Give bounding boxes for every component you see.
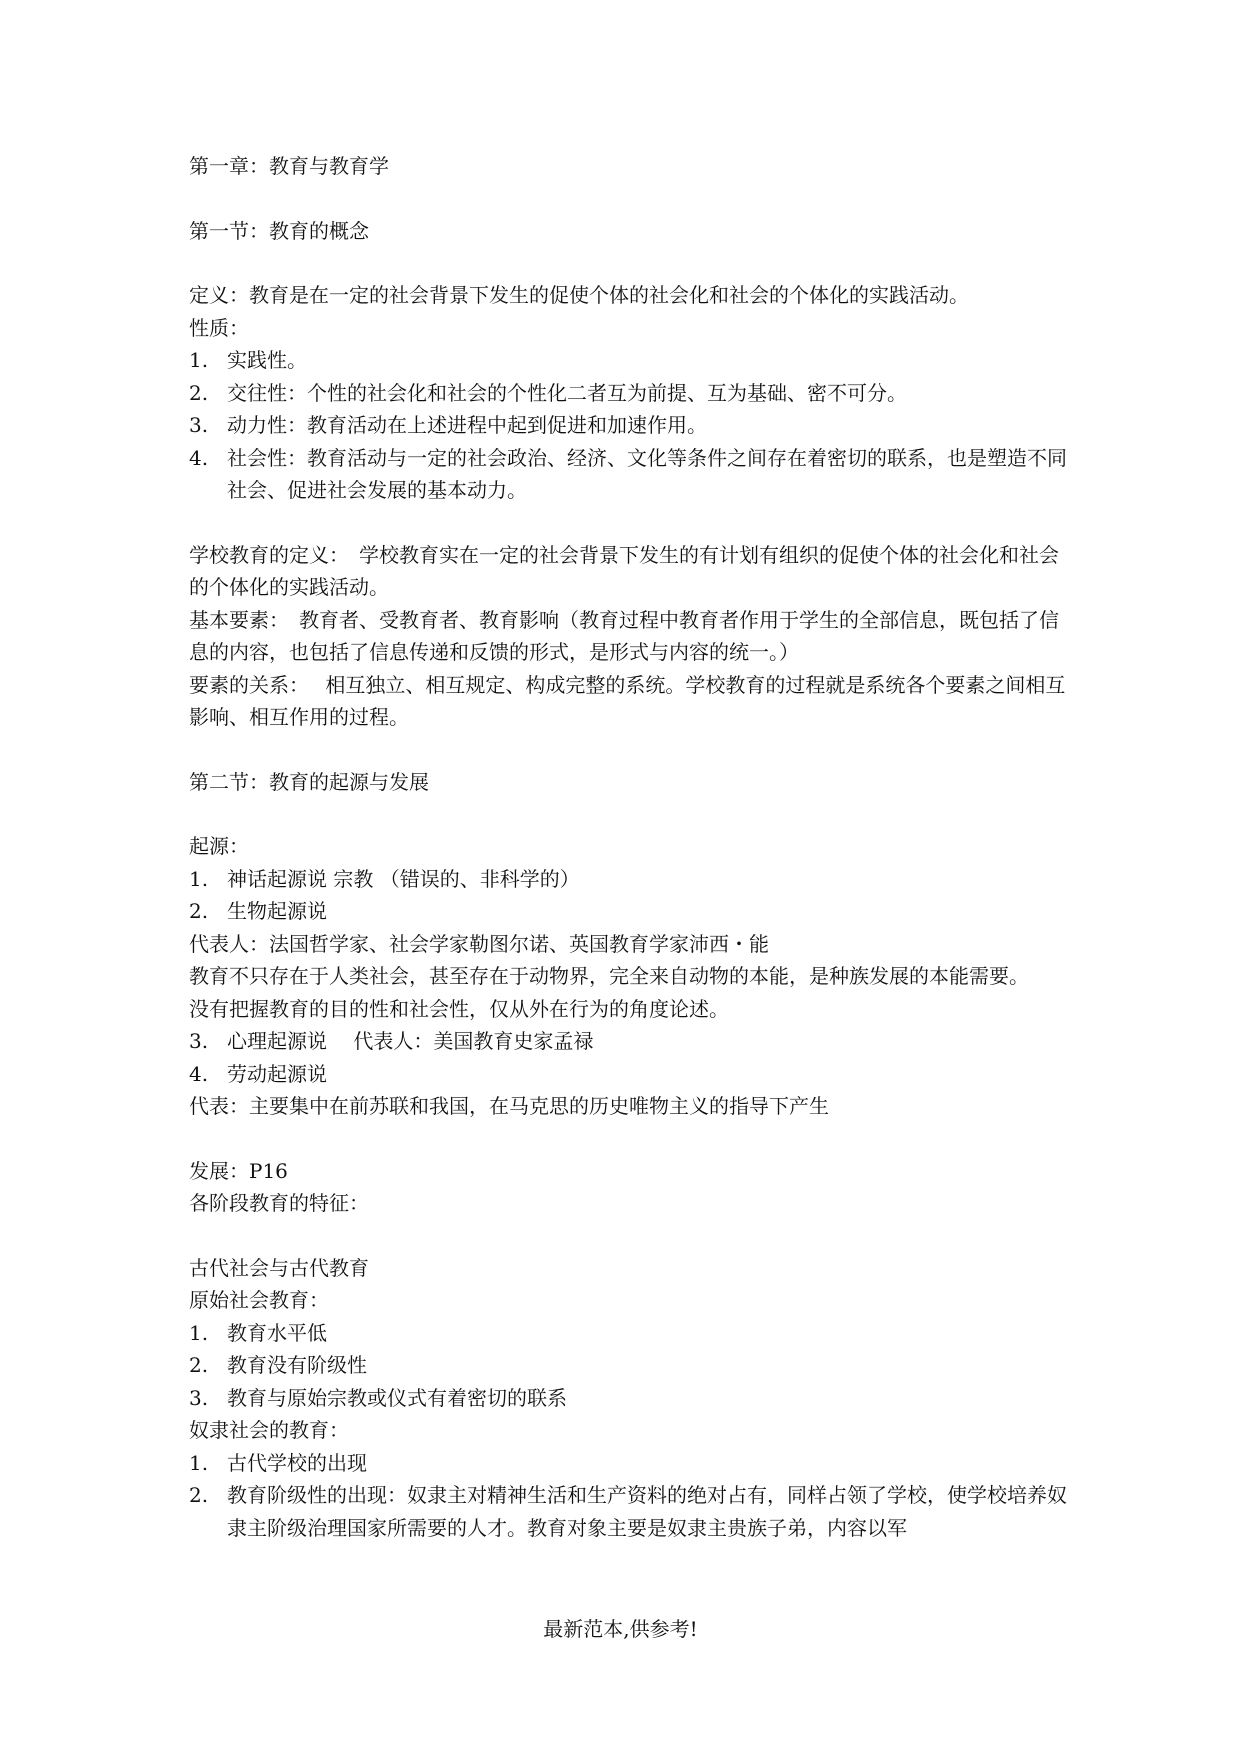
labor-representatives: 代表：主要集中在前苏联和我国，在马克思的历史唯物主义的指导下产生 [189, 1094, 829, 1118]
stage-features-label: 各阶段教育的特征： [189, 1191, 369, 1215]
list-item: 3. 教育与原始宗教或仪式有着密切的联系 [189, 1385, 567, 1410]
section-heading-2: 第二节：教育的起源与发展 [189, 769, 429, 794]
list-item: 1. 神话起源说 宗教 （错误的、非科学的） [189, 866, 580, 891]
basic-elements-paragraph: 基本要素： 教育者、受教育者、教育影响（教育过程中教育者作用于学生的全部信息，既包括了信息的内容，也包括了信息传递和反馈的形式，是形式与内容的统一。） [189, 607, 1059, 664]
chapter-heading: 第一章：教育与教育学 [189, 154, 389, 178]
list-item: 1. 教育水平低 [189, 1320, 327, 1345]
origin-label: 起源： [189, 834, 249, 858]
list-item: 1. 古代学校的出现 [189, 1450, 367, 1475]
list-item: 2. 生物起源说 [189, 899, 327, 923]
ancient-heading: 古代社会与古代教育 [189, 1255, 369, 1280]
development-line: 发展：P16 [189, 1158, 288, 1183]
list-item: 2. 教育阶级性的出现：奴隶主对精神生活和生产资料的绝对占有，同样占领了学校，使学校培养奴隶主阶级治理国家所需要的人才。教育对象主要是奴隶主贵族子弟，内容以军 [189, 1483, 1067, 1540]
list-item: 2. 交往性：个性的社会化和社会的个性化二者互为前提、互为基础、密不可分。 [189, 380, 907, 405]
page-footer: 最新范本,供参考! [543, 1617, 698, 1641]
biological-critique: 没有把握教育的目的性和社会性，仅从外在行为的角度论述。 [189, 996, 729, 1021]
list-item: 3. 心理起源说 代表人：美国教育史家孟禄 [189, 1029, 594, 1053]
biological-representatives: 代表人：法国哲学家、社会学家勒图尔诺、英国教育学家沛西・能 [189, 931, 769, 956]
slave-label: 奴隶社会的教育： [189, 1418, 349, 1442]
list-item: 2. 教育没有阶级性 [189, 1353, 367, 1377]
list-item: 1. 实践性。 [189, 348, 307, 372]
document-body [189, 150, 1069, 1544]
list-item: 4. 劳动起源说 [189, 1061, 327, 1086]
elements-relation-paragraph: 要素的关系： 相互独立、相互规定、构成完整的系统。学校教育的过程就是系统各个要素之间相互影响、相互作用的过程。 [189, 672, 1066, 729]
nature-label: 性质： [189, 315, 249, 340]
list-item: 4. 社会性：教育活动与一定的社会政治、经济、文化等条件之间存在着密切的联系，也是塑造不同社会、促进社会发展的基本动力。 [189, 445, 1067, 502]
section-heading-1: 第一节：教育的概念 [189, 218, 369, 243]
list-item: 3. 动力性：教育活动在上述进程中起到促进和加速作用。 [189, 413, 707, 437]
school-education-definition: 学校教育的定义： 学校教育实在一定的社会背景下发生的有计划有组织的促使个体的社会化和社会的个体化的实践活动。 [189, 542, 1059, 599]
biological-description: 教育不只存在于人类社会，甚至存在于动物界，完全来自动物的本能，是种族发展的本能需要。 [189, 964, 1029, 988]
definition-paragraph: 定义：教育是在一定的社会背景下发生的促使个体的社会化和社会的个体化的实践活动。 [189, 283, 969, 307]
primitive-label: 原始社会教育： [189, 1288, 329, 1312]
